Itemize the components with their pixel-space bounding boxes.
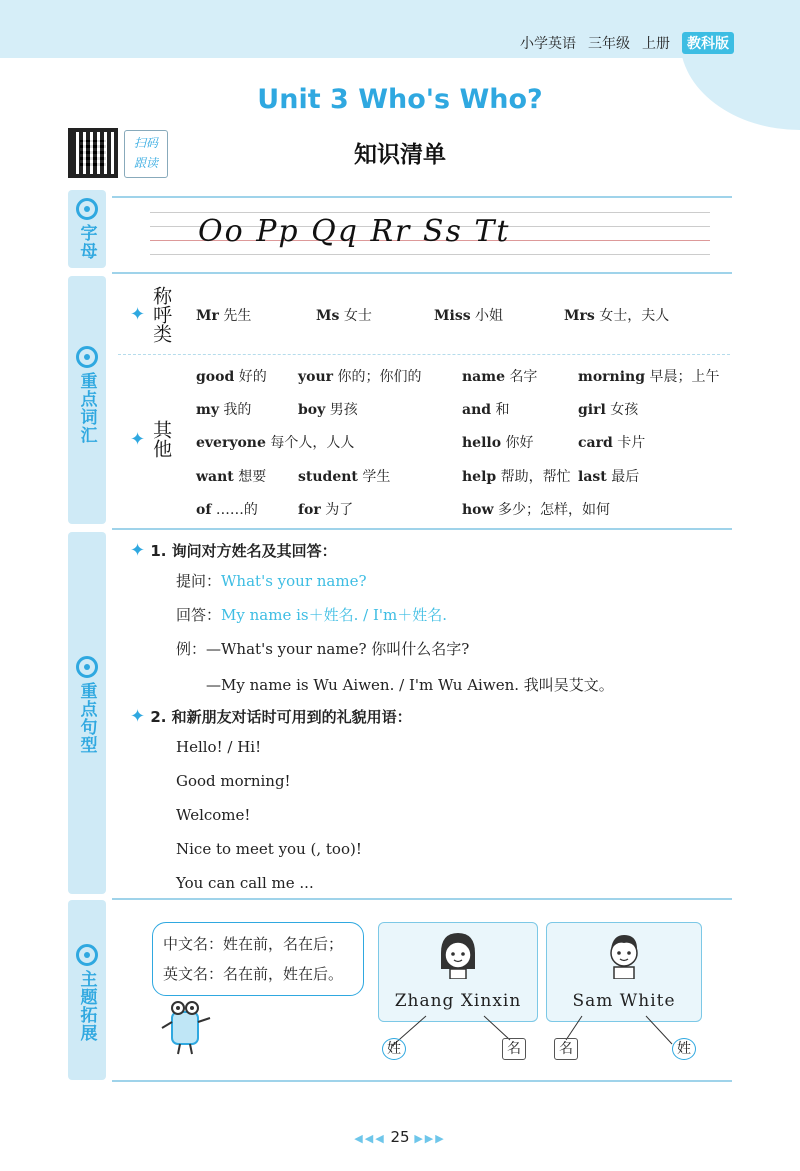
target-icon	[76, 346, 98, 368]
vocab-item	[462, 499, 610, 519]
next-arrows-icon: ▶▶▶	[414, 1132, 446, 1145]
vocab-item	[578, 366, 719, 386]
side-tab-theme	[68, 900, 106, 1080]
vocab-zh: 女士，夫人	[599, 308, 670, 324]
vocab-en: boy	[298, 402, 326, 418]
vocab-en: hello	[462, 435, 502, 451]
target-icon	[76, 944, 98, 966]
vocab-item	[298, 466, 390, 486]
vocab-en: last	[578, 469, 607, 485]
side-tab-letters	[68, 190, 106, 268]
vocab-item	[196, 366, 267, 386]
vocab-zh: 女孩	[610, 402, 639, 418]
prev-arrows-icon: ◀◀◀	[354, 1132, 386, 1145]
divider	[112, 898, 732, 900]
category-titles	[130, 286, 173, 343]
boy-avatar-icon	[601, 929, 647, 979]
grade: 三年级	[588, 36, 630, 52]
vocab-item	[196, 499, 258, 519]
example-text: —What's your name? 你叫什么名字?	[206, 640, 470, 658]
vocab-en: name	[462, 369, 505, 385]
target-icon	[76, 198, 98, 220]
category-label: 其他	[150, 420, 173, 458]
example-line-1	[176, 638, 469, 659]
vocab-en: girl	[578, 402, 606, 418]
surname-tag: 姓	[382, 1038, 406, 1060]
vocab-zh: 你的；你们的	[337, 369, 422, 385]
volume: 上册	[642, 36, 670, 52]
page-subtitle: 知识清单	[354, 142, 446, 168]
phrase: You can call me ...	[176, 874, 314, 892]
speech-bubble	[152, 922, 364, 996]
vocab-en: morning	[578, 369, 645, 385]
scan-text-2: 跟读	[133, 156, 158, 170]
vocab-item	[298, 366, 421, 386]
target-icon	[76, 656, 98, 678]
handwriting-lines	[150, 206, 710, 258]
vocab-item	[196, 305, 251, 325]
side-tab-label: 字母	[76, 224, 97, 260]
heading-text: 2. 和新朋友对话时可用到的礼貌用语：	[150, 708, 412, 726]
answer-text: My name is＋姓名. / I'm＋姓名.	[221, 606, 447, 624]
vocab-zh: 多少；怎样，如何	[498, 502, 611, 518]
vocab-zh: 卡片	[617, 435, 646, 451]
vocab-item	[462, 432, 534, 452]
vocab-item	[316, 305, 372, 325]
vocab-zh: 早晨；上午	[649, 369, 720, 385]
vocab-zh: 好的	[238, 369, 267, 385]
vocab-en: help	[462, 469, 497, 485]
vocab-item	[462, 366, 537, 386]
surname-tag: 姓	[672, 1038, 696, 1060]
sentence-heading-2	[130, 706, 412, 727]
vocab-item	[578, 466, 639, 486]
divider	[112, 196, 732, 198]
vocab-en: card	[578, 435, 613, 451]
scan-text-1: 扫码	[133, 136, 158, 150]
name-label: Zhang Xinxin	[394, 991, 522, 1011]
vocab-en: good	[196, 369, 235, 385]
diamond-icon: ✦	[130, 706, 146, 727]
vocab-en: for	[298, 502, 321, 518]
phrase: Nice to meet you (, too)!	[176, 840, 362, 858]
category-label: 称呼类	[150, 286, 173, 343]
connector-lines	[360, 1010, 720, 1060]
girl-avatar-icon	[435, 929, 481, 979]
vocab-zh: 学生	[362, 469, 391, 485]
vocab-zh: 和	[495, 402, 510, 418]
vocab-en: and	[462, 402, 492, 418]
vocab-en: your	[298, 369, 334, 385]
vocab-item	[298, 499, 353, 519]
vocab-en: want	[196, 469, 234, 485]
bubble-line: 英文名：名在前，姓在后。	[163, 965, 344, 983]
diamond-icon: ✦	[130, 304, 146, 325]
vocab-zh: 男孩	[329, 402, 358, 418]
mascot-icon	[160, 998, 214, 1056]
vocab-en: student	[298, 469, 358, 485]
name-label: Sam White	[572, 991, 676, 1011]
bubble-line: 中文名：姓在前，名在后；	[163, 935, 344, 953]
divider	[112, 528, 732, 530]
vocab-en: of	[196, 502, 212, 518]
vocab-en: how	[462, 502, 494, 518]
vocab-zh: ……的	[215, 502, 258, 518]
example-line-2: —My name is Wu Aiwen. / I'm Wu Aiwen. 我叫吴艾文。	[206, 676, 614, 694]
vocab-zh: 每个人，人人	[270, 435, 355, 451]
label: 回答：	[176, 606, 222, 624]
given-name-tag: 名	[502, 1038, 526, 1060]
edition-badge: 教科版	[682, 32, 734, 54]
question-text: What's your name?	[221, 572, 367, 590]
unit-title: Unit 3 Who's Who?	[257, 84, 543, 115]
diamond-icon: ✦	[130, 540, 146, 561]
side-tab-label: 主题拓展	[76, 970, 97, 1042]
dashed-divider	[118, 354, 730, 355]
vocab-en: Ms	[316, 308, 340, 324]
vocab-zh: 帮助，帮忙	[500, 469, 571, 485]
category-others	[130, 420, 173, 458]
heading-text: 1. 询问对方姓名及其回答：	[150, 542, 337, 560]
vocab-en: my	[196, 402, 219, 418]
vocab-item	[564, 305, 669, 325]
vocab-item	[578, 399, 638, 419]
page-number: 25	[390, 1128, 410, 1146]
vocab-item	[196, 432, 354, 452]
handwriting-letters: Oo Pp Qq Rr Ss Tt	[198, 214, 511, 249]
phrase: Welcome!	[176, 806, 251, 824]
vocab-zh: 我的	[223, 402, 252, 418]
name-card-sam	[546, 922, 702, 1022]
book-name: 小学英语	[520, 36, 576, 52]
vocab-item	[462, 466, 571, 486]
guide-line	[150, 254, 710, 255]
label: 提问：	[176, 572, 222, 590]
vocab-item	[578, 432, 645, 452]
vocab-zh: 名字	[509, 369, 538, 385]
vocab-item	[462, 399, 510, 419]
vocab-zh: 为了	[325, 502, 354, 518]
diamond-icon: ✦	[130, 428, 146, 450]
phrase: Hello! / Hi!	[176, 738, 262, 756]
given-name-tag: 名	[554, 1038, 578, 1060]
vocab-item	[298, 399, 358, 419]
phrase: Good morning!	[176, 772, 291, 790]
guide-line	[150, 212, 710, 213]
vocab-en: Mrs	[564, 308, 595, 324]
vocab-item	[196, 399, 251, 419]
name-card-zhang	[378, 922, 538, 1022]
vocab-en: Mr	[196, 308, 219, 324]
side-tab-sentences	[68, 532, 106, 894]
vocab-item	[434, 305, 503, 325]
question-line	[176, 570, 367, 591]
vocab-zh: 你好	[505, 435, 534, 451]
sentence-heading-1	[130, 540, 337, 561]
vocab-zh: 最后	[611, 469, 640, 485]
side-tab-label: 重点句型	[76, 682, 97, 754]
vocab-en: Miss	[434, 308, 471, 324]
vocab-en: everyone	[196, 435, 266, 451]
side-tab-label: 重点词汇	[76, 372, 97, 444]
vocab-zh: 先生	[223, 308, 252, 324]
side-tab-vocab	[68, 276, 106, 524]
answer-line	[176, 604, 447, 625]
vocab-zh: 小姐	[475, 308, 504, 324]
label: 例：	[176, 640, 207, 658]
divider	[112, 1080, 732, 1082]
vocab-item	[196, 466, 266, 486]
page-footer	[0, 1128, 800, 1146]
vocab-zh: 女士	[343, 308, 372, 324]
divider	[112, 272, 732, 274]
vocab-zh: 想要	[238, 469, 267, 485]
book-header	[520, 32, 734, 54]
